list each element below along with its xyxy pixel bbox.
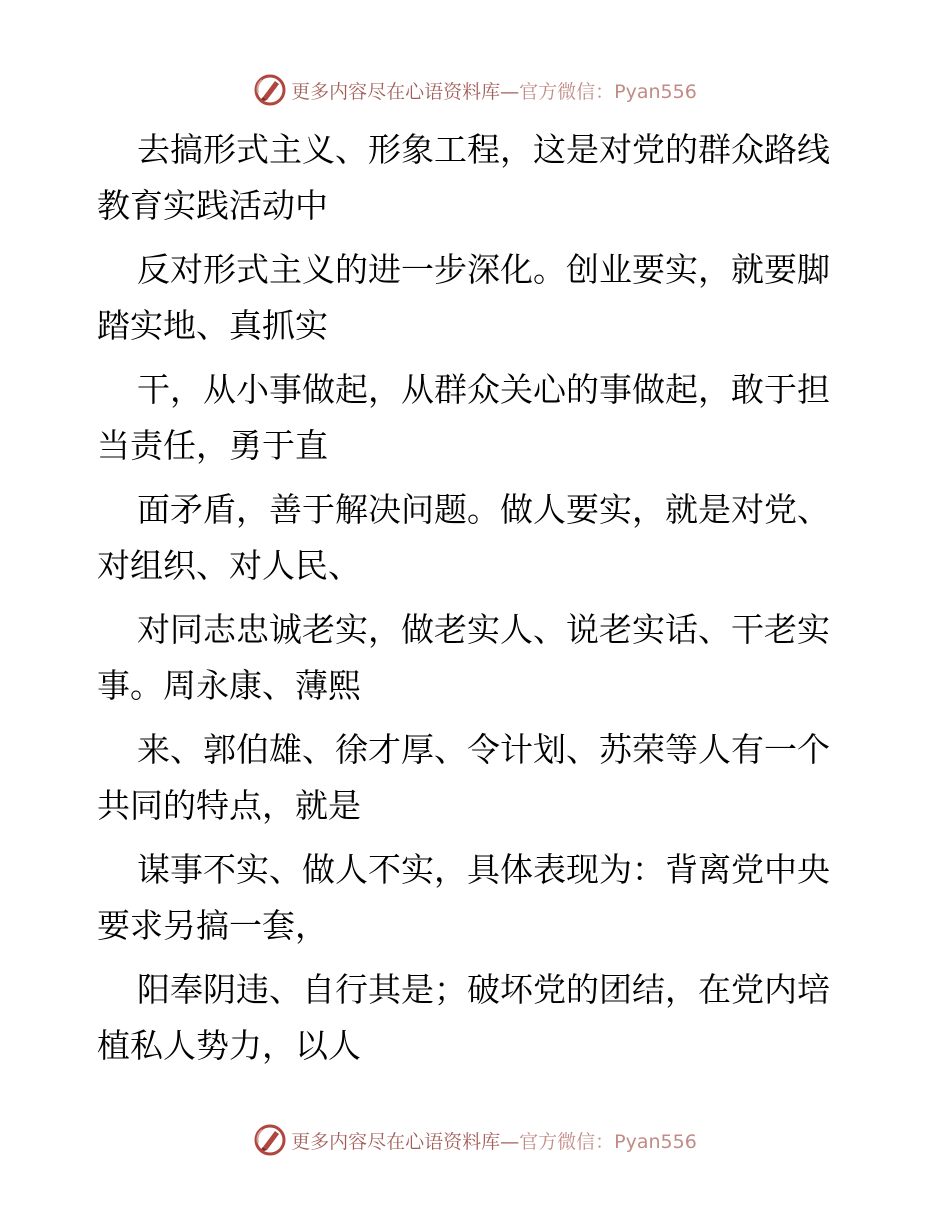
text-line: 踏实地、真抓实: [97, 306, 328, 345]
text-line: 事。周永康、薄熙: [97, 666, 361, 705]
text-line: 教育实践活动中: [97, 186, 328, 225]
text-line: 对同志忠诚老实，做老实人、说老实话、干老实: [137, 610, 830, 649]
text-line: 反对形式主义的进一步深化。创业要实，就要脚: [137, 250, 830, 289]
document-body: [97, 122, 867, 1074]
text-line: 来、郭伯雄、徐才厚、令计划、苏荣等人有一个: [137, 730, 830, 769]
watermark-text: 更多内容尽在心语资料库—官方微信：Pyan556: [291, 1130, 697, 1153]
footer-watermark: [0, 1120, 950, 1160]
text-line: 面矛盾，善于解决问题。做人要实，就是对党、: [137, 490, 830, 529]
text-line: 去搞形式主义、形象工程，这是对党的群众路线: [137, 130, 830, 169]
pen-logo-icon: [253, 1123, 287, 1157]
text-line: 阳奉阴违、自行其是；破坏党的团结，在党内培: [137, 970, 830, 1009]
text-line: 谋事不实、做人不实，具体表现为：背离党中央: [137, 850, 830, 889]
text-line: 植私人势力，以人: [97, 1026, 361, 1065]
pen-logo-icon: [253, 73, 287, 107]
header-watermark: [0, 70, 950, 110]
text-line: 干，从小事做起，从群众关心的事做起，敢于担: [137, 370, 830, 409]
watermark-text: 更多内容尽在心语资料库—官方微信：Pyan556: [291, 80, 697, 103]
text-line: 当责任，勇于直: [97, 426, 328, 465]
text-line: 要求另搞一套，: [97, 906, 328, 945]
text-line: 共同的特点，就是: [97, 786, 361, 825]
text-line: 对组织、对人民、: [97, 546, 361, 585]
